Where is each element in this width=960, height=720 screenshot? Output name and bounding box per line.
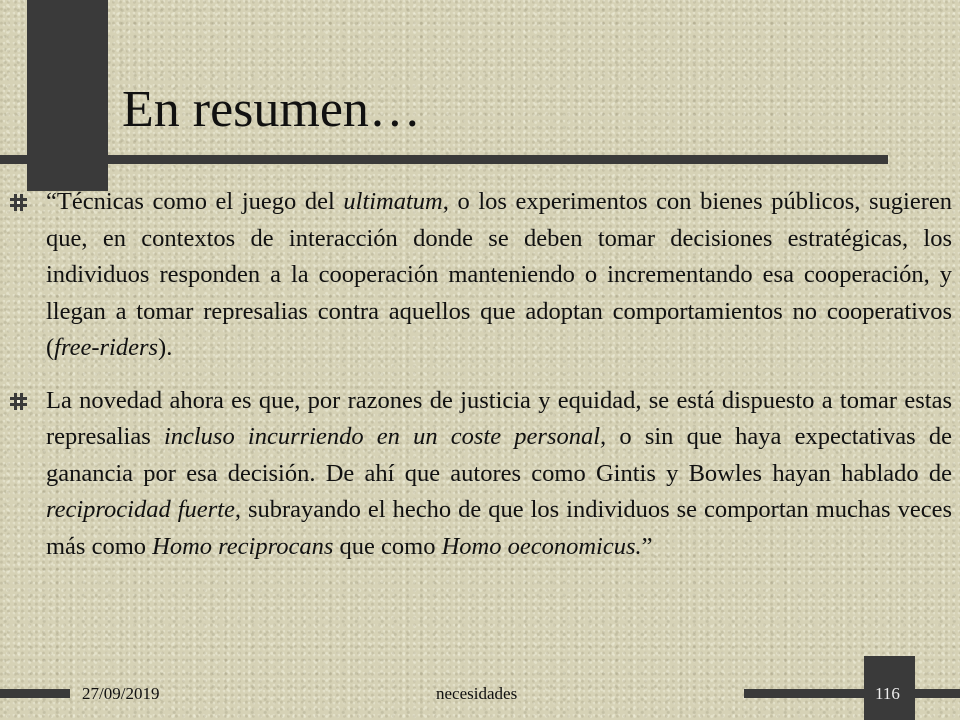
bullet-item bbox=[8, 383, 952, 566]
hash-bullet-icon bbox=[10, 393, 27, 410]
bullet-text: “Técnicas como el juego del ultimatum, o los experimentos con bienes públicos, sugieren que, en contextos de interacción donde se deben tomar decisiones estratégicas, los individuos responden a la cooperación manteniendo o incrementando esa cooperación, y llegan a tomar represalias contra aquellos que adoptan comportamientos no cooperativos (free-riders). bbox=[46, 188, 952, 361]
bullet-text: La novedad ahora es que, por razones de justicia y equidad, se está dispuesto a tomar estas represalias incluso incurriendo en un coste personal, o sin que haya expectativas de ganancia por esa decisión. De ahí que autores como Gintis y Bowles hayan hablado de reciprocidad fuerte, subrayando el hecho de que los individuos se comportan muchas veces más como Homo reciprocans que como Homo oeconomicus.” bbox=[46, 386, 952, 560]
footer-date: 27/09/2019 bbox=[82, 684, 160, 703]
footer-topic: necesidades bbox=[436, 684, 518, 703]
hash-bullet-icon bbox=[10, 194, 27, 211]
footer-rule-left bbox=[0, 689, 70, 698]
footer-rule-right bbox=[915, 689, 960, 698]
bullet-list bbox=[8, 184, 952, 581]
footer-rule-middle bbox=[744, 689, 864, 698]
slide-title: En resumen… bbox=[122, 81, 421, 138]
bullet-item bbox=[8, 184, 952, 367]
title-underline-bar bbox=[0, 155, 888, 164]
page-number: 116 bbox=[875, 684, 900, 703]
